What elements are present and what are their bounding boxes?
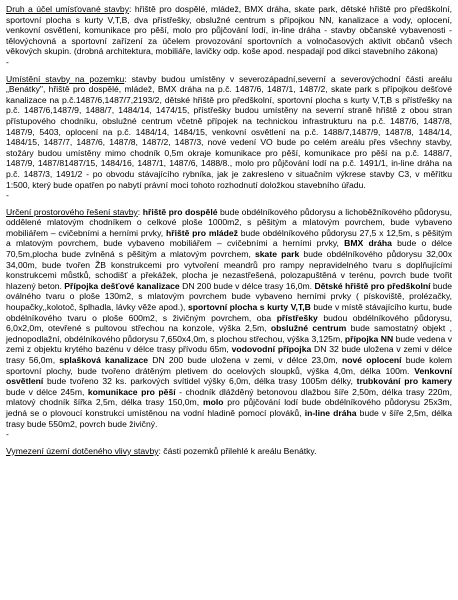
text-run: bude oválného tvaru o ploše 130m2, s mlatovým povrchem bude vybaveno herními prvky ( pískoviště, prolézačky, houpačky,,kolotoč, šplhadla, lávky věže apod.), [6,280,453,313]
bold-term: komunikace pro pěší [87,386,176,397]
text-run: bude v místě stávajícího kurtu, bude obdélníkového tvaru o ploše 600m2, s živičným povrchem, oba [6,302,452,323]
text-run: DN 200 bude uložena v zemi, v délce 23,0m, [148,355,342,365]
bold-term: hřiště pro dospělé [142,206,218,217]
bold-term: obslužné centrum [270,323,347,334]
text-run: bude vedena v zemi z objektu krytého bazénu v délce trasy přívodu 65m, [6,333,452,355]
section-placement [6,74,452,191]
section-heading: Určení prostorového řešení stavby [6,206,138,217]
text-run: bude kolem sportovní plochy, bude tvořeno drátěným pletivem do ocelových sloupků, výška 4,0m, délka 100m. [6,355,453,376]
bold-term: molo [202,397,224,408]
bold-term: přístřešky [276,312,318,323]
section-text: : části pozemků přilehlé k areálu Benátky. [158,445,317,456]
bold-term: Přípojka dešťové kanalizace [64,280,180,291]
text-run: DN 32 bude uložena v zemi v délce trasy 56,0m, [6,344,452,365]
bold-term: in-line dráha [304,407,357,418]
section-text [6,207,452,429]
text-run: pro půjčování lodí bude obdélníkového půdorysu 25x3m, jedná se o plovoucí konstrukci umístěnou na vodní hladině pomocí plováků, [6,397,452,418]
bold-term: nové oplocení [341,355,402,365]
section-heading: Vymezení území dotčeného vlivy stavby [6,445,159,456]
bold-term: skate park [255,249,300,260]
bold-term: BMX dráha [344,238,392,249]
text-run: bude o délce 70,5m,plocha bude zvlněná s pěšitým a mlatovým povrchem, [6,238,453,260]
separator: - [6,429,9,440]
text-run: bude obdélníkového půdorysu a lichoběžníkového půdorysu, oddělené mlatovým chodníkem o celkové ploše 1000m2, s pěšitým a mlatovým povrchem, bude vybaveno mobiliářem – cvičebními a herními prvky, [6,206,452,238]
text-run: bude v šíře 2,5m, délka trasy bude 550m2, povrch bude živičný. [6,407,452,429]
section-heading: Umístění stavby na pozemku [6,73,125,84]
bold-term: přípojka NN [344,333,394,344]
section-heading: Druh a účel umísťované stavby [6,4,129,14]
bold-term: hřiště pro mládež [165,227,238,238]
bold-term: trubkování pro kamery [356,376,452,387]
separator: - [6,56,9,67]
section-kind-purpose [6,4,452,57]
text-run: : [137,206,143,217]
section-text: : hřiště pro dospělé, mládež, BMX dráha, skate park, dětské hřiště pro předškolní, sportovní plocha s kurty V,T,B, dva přístřešky, obslužné centrum s přípojkou NN, kanalizace a vody, oplocení, venkovní osvětlení, komunikace pro pěší, molo pro půjčování lodí, in-line dráha - stavby občanské vybavenosti - tělovýchovná a sportovní zařízení za účelem provozování sportovních a volnočasových aktivit občanů všech věkových skupin. (drobná architektura, mobiliáře, lavičky odp. koše apod. nespadají pod dikci stavebního zákona) [6,4,452,57]
text-run: bude v délce 245m, [6,386,88,397]
section-affected-area [6,446,452,457]
section-spatial-solution [6,207,452,429]
bold-term: splašková kanalizace [59,355,149,365]
bold-term: Dětské hřiště pro předškolní [314,280,431,291]
text-run: bude obdélníkového půdorysu 27,5 x 12,5m, s pěšitým a mlatovým povrchem, bude vybaveno mobiliářem – cvičebními a herními prvky, [6,227,452,249]
bold-term: vodovodní přípojka [231,344,312,355]
text-run: DN 200 bude v délce trasy 16,0m. [179,280,315,291]
text-run: bude obdélníkového půdorysu 32,00x 34,00m, bude tvořen ŽB konstrukcemi pro vytvoření meandrů pro rampy nepravidelného tvaru s doplňujícími konstrukcemi můstků, schodišť a překážek, plocha je nezastřešená, polozapuštěná v terénu, povrch bude tvořit hlazený beton. [6,249,453,291]
bold-term: sportovní plocha s kurty V,T,B [187,302,311,313]
text-run: bude samostatný objekt , jednopodlažní, obdélníkového půdorysu 7,650x4,0m, s plochou střechou, výška 3,125m, [6,323,452,344]
text-run: bude tvořeno 32 ks. parkových svítidel výšky 6,0m, délka trasy 1005m délky, [43,376,357,387]
text-run: - chodník dlážděný betonovou dlažbou šíře 2,50m, délka trasy 220m, mlatový chodník šířka 2,5m, délka trasy 150,0m, [6,386,452,408]
section-text: : stavby budou umístěny v severozápadní,severní a severovýchodní části areálu „Benátky", hřiště pro dospělé, mládež, BMX dráha na p.č. 1487/6, 1487/1, 1487/2, skate park s přípojkou dešťové kanalizace na p.č.1487/6,1487/7,2193/2, dětské hřiště pro předškolní, sportovní plocha s kurty V,T,B s přístřešky na p.č. 1487/6,1487/9, 1488/7, 1484/14, 1474/15, přístřešky budou umístěny na severní straně hřiště z obou stran přístupového chodníku, obslužné centrum včetně přípojek na technickou infrastrukturu na p.č. 1487/6, 1487/8, 1487/9, 5403, oplocení na p.č. 1484/14, 1484/15, venkovní osvětlení na p.č. 1488/7,1487/9, 1487/8, 1484/14, 1484/15, 1487/7, 1487/6, 1487/8, 1487/2, 1487/3, nové vedení VO bude po celém areálu přes všechny stavby, stožáry budou umístěny mimo chodník 0,5m okraje komunikace pro pěší, komunikace pro pěší na p.č. 1488/7, 1487/9, 1487/81487/15, 1484/16, 1487/1, 1487/6, 1488/8., molo pro půjčování lodí na p.č. 1491/1, in-line dráha na p.č. 1487/3, 1491/2 - po obvodu stávajícího rybníka, jak je zakresleno v situačním výkrese stavby C3, v měřítku 1:500, který bude opatřen po nabytí právní moci tohoto rozhodnutí doložkou stavebního úřadu. [6,73,452,190]
separator: - [6,190,9,201]
text-run: budou obdélníkového půdorysu, 6,0x2,0m, otevřené s pultovou střechou na konzole, výška 2,5m, [6,312,452,334]
bold-term: Venkovní osvětlení [6,365,452,387]
